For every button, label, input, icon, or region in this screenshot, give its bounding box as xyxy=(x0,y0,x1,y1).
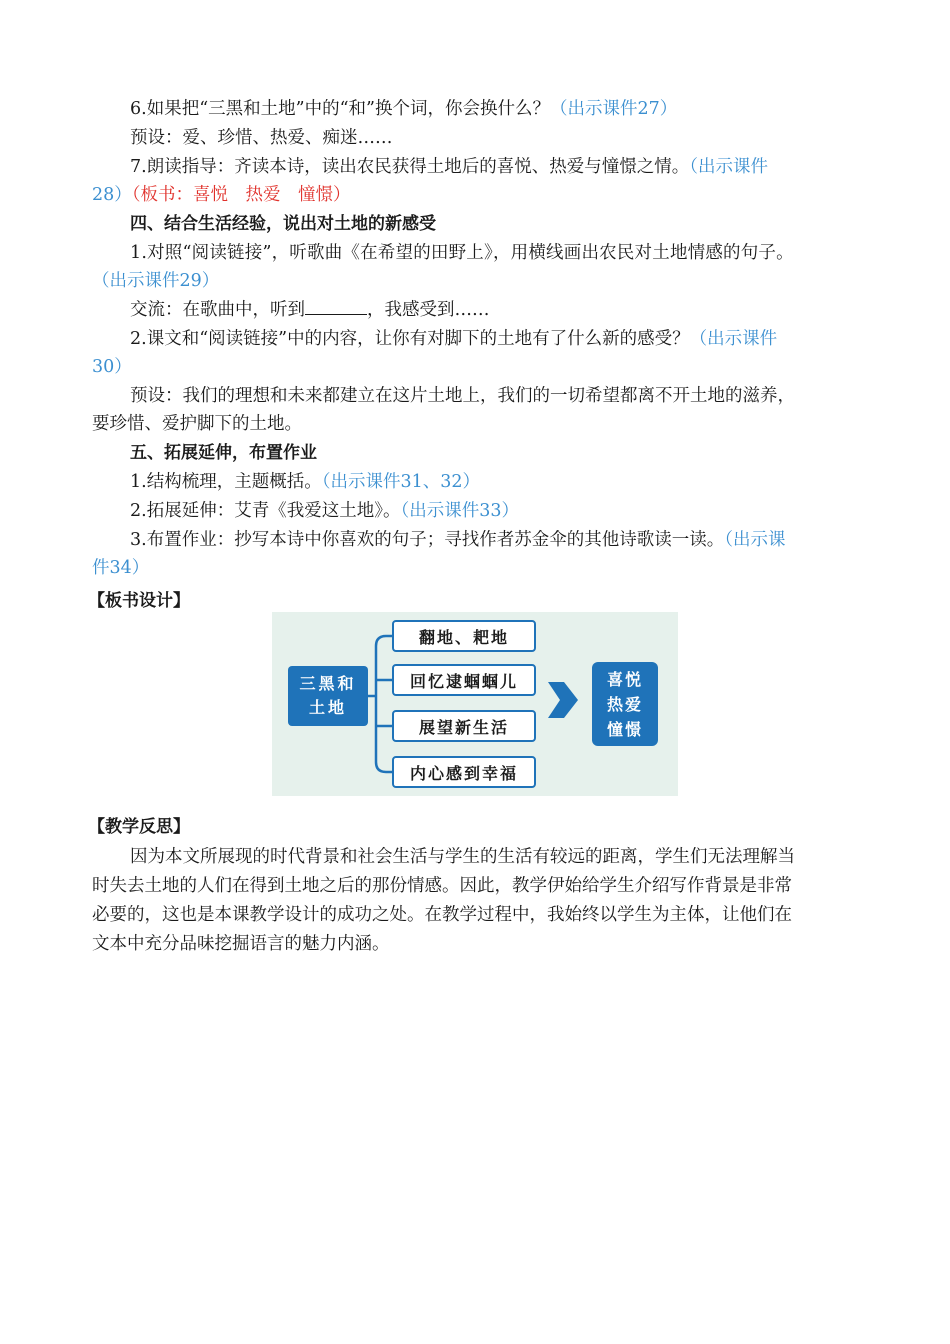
step-5-2 xyxy=(130,497,910,525)
step-5-1 xyxy=(130,468,910,496)
courseware-ref: 件34） xyxy=(92,558,150,578)
section-heading-4: 四、结合生活经验，说出对土地的新感受 xyxy=(130,214,436,234)
main-topic-label: 三黑和土地 xyxy=(299,674,357,717)
step-5-3-text: 3.布置作业：抄写本诗中你喜欢的句子；寻找作者苏金伞的其他诗歌读一读。 xyxy=(130,530,725,550)
branch-box: 展望新生活 xyxy=(392,710,536,742)
courseware-ref: （出示课件31、32） xyxy=(321,472,480,492)
courseware-ref: （出示课件27） xyxy=(549,99,678,119)
step-4-2 xyxy=(130,325,910,353)
reflection-heading: 【教学反思】 xyxy=(88,817,190,837)
step-5-1-text: 1.结构梳理，主题概括。 xyxy=(130,472,322,492)
branch-box: 回忆逮蝈蝈儿 xyxy=(392,664,536,696)
courseware-ref: 30） xyxy=(92,357,132,377)
board-design-heading: 【板书设计】 xyxy=(88,591,190,611)
main-topic-box xyxy=(288,666,368,726)
courseware-ref: 28） xyxy=(92,185,132,205)
branch-box: 翻地、耙地 xyxy=(392,620,536,652)
reflection-line: 文本中充分品味挖掘语言的魅力内涵。 xyxy=(92,934,390,954)
exchange-line xyxy=(130,296,910,324)
board-diagram xyxy=(272,612,678,796)
section-heading-5: 五、拓展延伸，布置作业 xyxy=(130,443,317,463)
preset-2: 预设：我们的理想和未来都建立在这片土地上，我们的一切希望都离不开土地的滋养， xyxy=(130,386,795,406)
board-note: （板书：喜悦 热爱 憧憬） xyxy=(131,185,351,205)
step-5-2-text: 2.拓展延伸：艾青《我爱这土地》。 xyxy=(130,501,401,521)
step-7-text: 7.朗读指导：齐读本诗，读出农民获得土地后的喜悦、热爱与憧憬之情。 xyxy=(130,157,690,177)
reflection-line: 必要的，这也是本课教学设计的成功之处。在教学过程中，我始终以学生为主体，让他们在 xyxy=(92,905,792,925)
courseware-ref: （出示课件33） xyxy=(400,501,519,521)
exchange-text: 交流：在歌曲中，听到 xyxy=(130,300,305,320)
courseware-ref: （出示课件 xyxy=(689,157,768,177)
step-5-3 xyxy=(130,526,910,554)
courseware-ref: （出示课 xyxy=(724,530,786,550)
step-4-1: 1.对照“阅读链接”，听歌曲《在希望的田野上》，用横线画出农民对土地情感的句子。 xyxy=(130,243,794,263)
courseware-ref: （出示课件29） xyxy=(92,271,220,291)
step-6-text: 6.如果把“三黑和土地”中的“和”换个词，你会换什么？ xyxy=(130,99,550,119)
preset-1: 预设：爱、珍惜、热爱、痴迷…… xyxy=(130,128,393,148)
step-6 xyxy=(130,95,910,123)
result-box xyxy=(592,662,658,746)
reflection-line: 因为本文所展现的时代背景和社会生活与学生的生活有较远的距离，学生们无法理解当 xyxy=(130,847,795,867)
preset-2-cont: 要珍惜、爱护脚下的土地。 xyxy=(92,414,302,434)
brace-line xyxy=(376,636,386,772)
result-label: 喜悦热爱憧憬 xyxy=(607,669,644,739)
arrow-icon xyxy=(548,682,578,718)
step-4-2-text: 2.课文和“阅读链接”中的内容，让你有对脚下的土地有了什么新的感受？ xyxy=(130,329,690,349)
step-7-cont xyxy=(92,181,872,209)
fill-blank xyxy=(305,298,367,315)
exchange-text-end: ，我感受到…… xyxy=(367,300,490,320)
reflection-line: 时失去土地的人们在得到土地之后的那份情感。因此，教学伊始给学生介绍写作背景是非常 xyxy=(92,876,792,896)
branch-box: 内心感到幸福 xyxy=(392,756,536,788)
step-7 xyxy=(130,153,910,181)
courseware-ref: （出示课件 xyxy=(689,329,778,349)
